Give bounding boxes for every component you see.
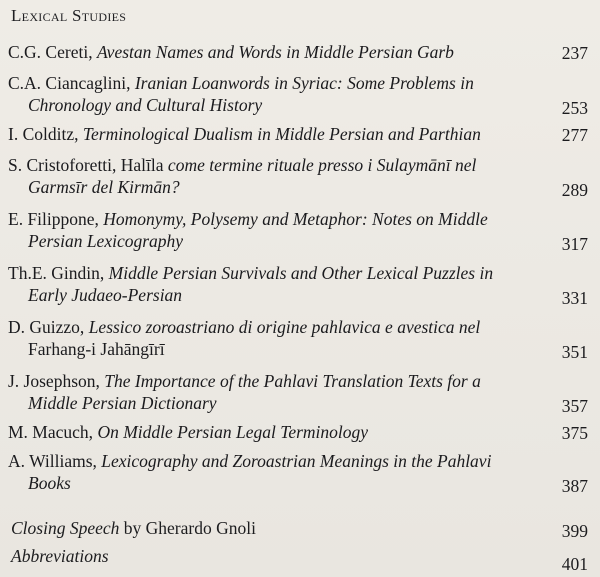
entry-author: C.A. Ciancaglini, [8,73,131,93]
entry-title: Avestan Names and Words in Middle Persian Garb [96,42,454,62]
entry-page-number: 351 [561,342,588,362]
closing-speech-page-number: 399 [561,521,588,541]
toc-entry-cristoforetti [8,154,590,198]
entry-author: A. Williams, [8,451,97,471]
entry-title: Iranian Loanwords in Syriac: Some Problems in [134,73,474,93]
toc-entry-josephson [8,370,590,414]
toc-entry-text [8,41,553,63]
toc-entry-text [8,316,553,360]
entry-author: J. Josephson, [8,371,100,391]
entry-author: C.G. Cereti, [8,42,93,62]
entry-title-continuation: Chronology and Cultural History [28,95,263,115]
closing-speech-label: Closing Speech [11,518,120,538]
toc-entry-abbreviations [11,545,590,574]
entry-author: S. Cristoforetti, Halīla [8,155,164,175]
toc-entry-cereti [8,41,590,63]
abbreviations-label: Abbreviations [11,546,109,566]
entry-author: M. Macuch, [8,422,94,442]
toc-entry-gindin [8,262,590,306]
toc-entry-text [8,421,553,443]
toc-entry-macuch [8,421,590,443]
entry-page-number: 357 [561,396,588,416]
toc-entry-text [8,154,553,198]
entry-title-continuation: Farhang-i Jahāngīrī [28,339,165,359]
toc-entry-text [8,450,553,494]
entry-author: E. Filippone, [8,209,99,229]
entry-title: Homonymy, Polysemy and Metaphor: Notes on Middle [103,209,488,229]
entry-title: The Importance of the Pahlavi Translation Texts for a [104,371,481,391]
toc-entry-text [8,72,553,116]
toc-entry-williams [8,450,590,494]
entry-title-continuation: Books [28,473,71,493]
toc-entry-guizzo [8,316,590,360]
abbreviations-page-number: 401 [561,554,588,574]
entry-page-number: 237 [561,43,588,63]
entry-title: On Middle Persian Legal Terminology [97,422,369,442]
entry-page-number: 289 [561,180,588,200]
entry-author: I. Colditz, [8,124,79,144]
section-title: Lexical Studies [11,6,127,25]
entry-title: come termine rituale presso i Sulaymānī nel [167,155,477,175]
toc-entry-text [8,123,553,145]
toc-entry-colditz [8,123,590,145]
entry-page-number: 253 [561,98,588,118]
entry-title: Middle Persian Survivals and Other Lexical Puzzles in [108,263,494,283]
entry-title-continuation: Middle Persian Dictionary [28,393,217,413]
entry-page-number: 277 [561,125,588,145]
entry-page-number: 375 [561,423,588,443]
toc-entry-text [8,262,553,306]
entry-title: Lessico zoroastriano di origine pahlavica e avestica nel [88,317,481,337]
entry-page-number: 387 [561,476,588,496]
toc-entry-text [8,208,553,252]
toc-entry-ciancaglini [8,72,590,116]
toc-entry-closing-speech [11,517,590,539]
entry-title-continuation: Garmsīr del Kirmān? [28,177,180,197]
entry-page-number: 317 [561,234,588,254]
toc-entry-filippone [8,208,590,252]
entry-author: Th.E. Gindin, [8,263,105,283]
closing-speech-byline: by Gherardo Gnoli [123,518,256,538]
entry-author: D. Guizzo, [8,317,85,337]
entry-title-continuation: Early Judaeo-Persian [28,285,183,305]
entry-title: Terminological Dualism in Middle Persian and Parthian [82,124,481,144]
entry-page-number: 331 [561,288,588,308]
entry-title-continuation: Persian Lexicography [28,231,184,251]
toc-entry-text [8,370,553,414]
entry-title: Lexicography and Zoroastrian Meanings in the Pahlavi [101,451,492,471]
